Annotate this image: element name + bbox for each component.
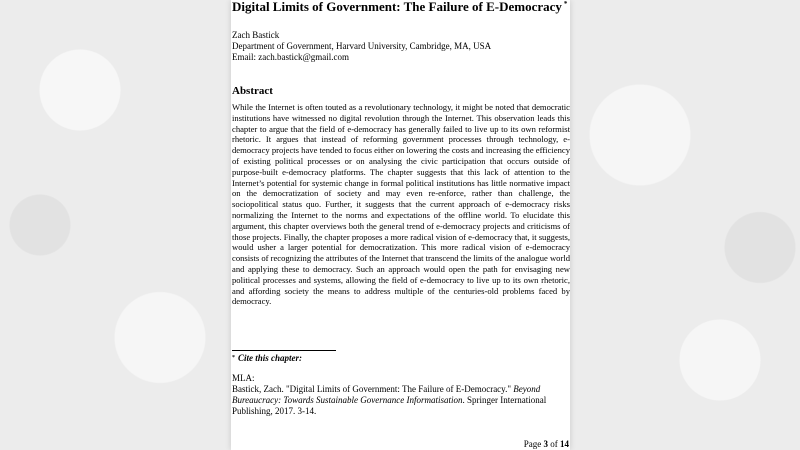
page-total: 14 <box>560 439 569 449</box>
document-title <box>232 0 567 14</box>
author-affiliation: Department of Government, Harvard University, Cambridge, MA, USA <box>232 41 492 51</box>
author-email: Email: zach.bastick@gmail.com <box>232 52 349 62</box>
citation-block <box>232 373 568 417</box>
footnote-divider <box>232 350 336 351</box>
document-title-text: Digital Limits of Government: The Failure of E-Democracy <box>232 0 562 14</box>
title-footnote-marker: * <box>563 0 568 8</box>
footnote-heading <box>232 353 302 364</box>
author-block <box>232 30 491 63</box>
citation-book-title: Beyond Bureaucracy: Towards Sustainable Governance Informatisation <box>232 384 541 405</box>
footnote-heading-text: Cite this chapter: <box>238 353 303 363</box>
abstract-heading: Abstract <box>232 85 273 97</box>
citation-text <box>232 384 568 417</box>
citation-prefix: Bastick, Zach. "Digital Limits of Government: The Failure of E-Democracy." <box>232 384 514 394</box>
page-of-label: of <box>550 439 558 449</box>
footnote-marker: * <box>232 355 235 361</box>
citation-suffix: . Springer International Publishing, 2017. 3-14. <box>232 395 547 416</box>
author-name: Zach Bastick <box>232 30 280 40</box>
abstract-body: While the Internet is often touted as a revolutionary technology, it might be noted that democratic institutions have witnessed no digital revolution through the Internet. This observation leads this chapter to argue that the field of e-democracy has generally failed to live up to its own reformist rhetoric. It argues that instead of reforming government processes through technology, e-democracy projects have tended to focus either on lowering the costs and increasing the efficiency of existing political processes or on analysing the civic participation that occurs outside of purpose-built e-democracy platforms. The chapter suggests that this lack of attention to the Internet’s potential for systemic change in formal political institutions has little normative impact on the democratization of society and may even re-enforce, rather than challenge, the sociopolitical status quo. Further, it suggests that the current approach of e-democracy risks normalizing the Internet to the norms and expectations of the offline world. To elucidate this argument, this chapter overviews both the general trend of e-democracy projects and criticisms of those projects. Finally, the chapter proposes a more radical vision of e-democracy that, it suggests, would usher a larger potential for democratization. This more radical vision of e-democracy consists of recognizing the attributes of the Internet that transcend the limits of the analogue world and applying these to democracy. Such an approach would open the path for envisaging new political processes and systems, allowing the field of e-democracy to live up to its own rhetoric, and affording society the means to address multiple of the centuries-old problems faced by democracy. <box>232 102 570 307</box>
page-label: Page <box>523 439 542 449</box>
page-current: 3 <box>543 439 548 449</box>
page-number <box>524 439 569 450</box>
document-page <box>231 0 570 450</box>
citation-style-label: MLA: <box>232 373 255 383</box>
